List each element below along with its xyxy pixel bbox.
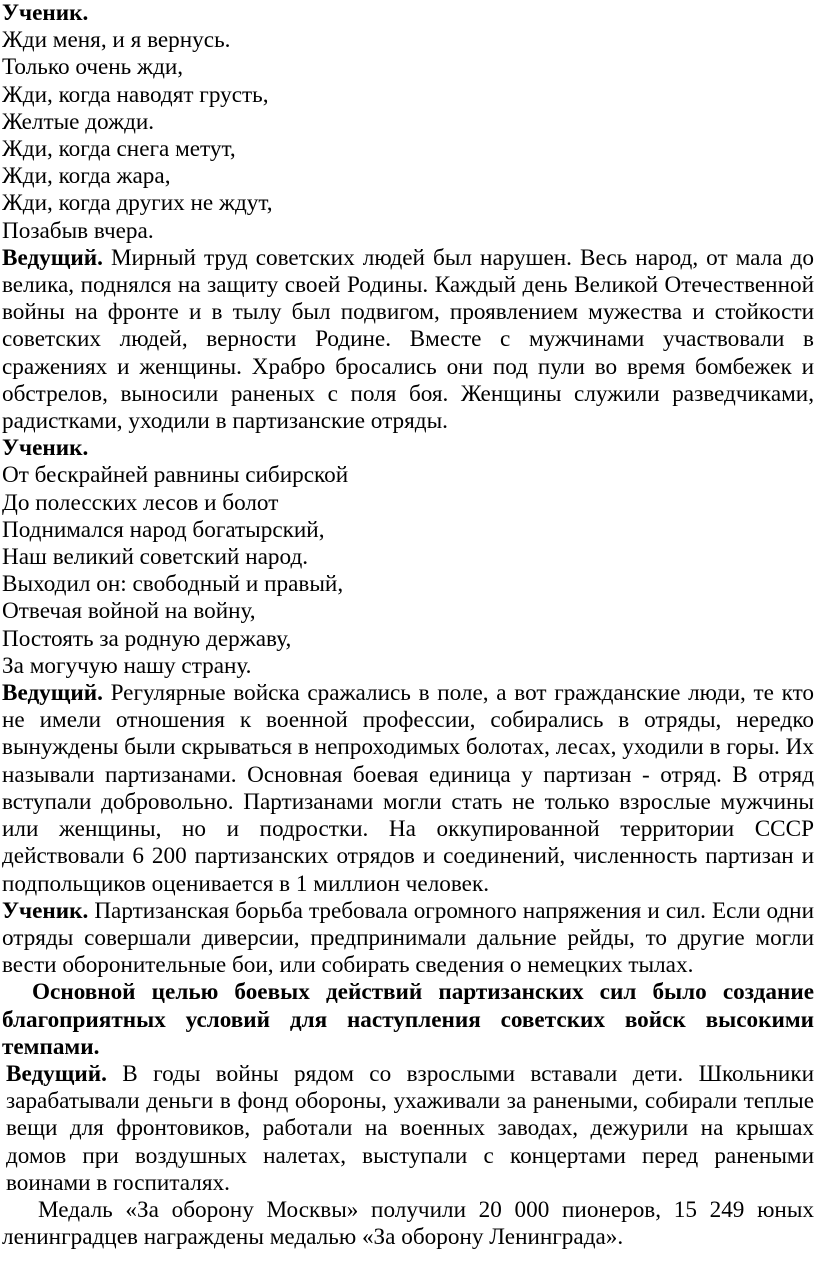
poem-line: Выходил он: свободный и правый,	[2, 571, 344, 598]
poem-line: Желтые дожди.	[2, 108, 155, 135]
poem-line: Жди, когда снега метут,	[2, 136, 236, 163]
speaker-label: Ученик.	[2, 435, 89, 462]
poem-line: Отвечая войной на войну,	[2, 598, 256, 625]
student-paragraph	[2, 898, 814, 980]
paragraph-text: Регулярные войска сражались в поле, а вот гражданские люди, те кто не имели отношения к военной профессии, собирались в отряды, нередко вынуждены были скрываться в непроходимых болотах, лесах, уходили в горы. Их называли партизанами. Основная боевая единица у партизан - отряд. В отряд вступали добровольно. Партизанами могли стать не только взрослые мужчины или женщины, но и подростки. На оккупированной территории СССР действовали 6 200 партизанских отрядов и соединений, численность партизан и подпольщиков оценивается в 1 миллион человек.	[2, 680, 814, 897]
bold-paragraph: Основной целью боевых действий партизанских сил было создание благоприятных условий для наступления советских войск высокими темпами.	[2, 979, 814, 1060]
poem-line: Жди, когда жара,	[2, 163, 171, 190]
poem-line: До полесских лесов и болот	[2, 489, 279, 516]
medal-paragraph: Медаль «За оборону Москвы» получили 20 000 пионеров, 15 249 юных ленинградцев награждены медалью «За оборону Ленинграда».	[2, 1196, 814, 1251]
poem-line: Позабыв вчера.	[2, 217, 154, 244]
host-paragraph	[2, 680, 814, 898]
paragraph-text: Мирный труд советских людей был нарушен. Весь народ, от мала до велика, поднялся на защиту своей Родины. Каждый день Великой Отечественной войны на фронте и в тылу был подвигом, проявлением мужества и стойкости советских людей, верности Родине. Вместе с мужчинами участвовали в сражениях и женщины. Храбро бросались они под пули во время бомбежек и обстрелов, выносили раненых с поля боя. Женщины служили разведчиками, радистками, уходили в партизанские отряды.	[2, 244, 814, 435]
poem-line: Только очень жди,	[2, 54, 184, 81]
poem-stanza	[2, 462, 814, 680]
speaker-label: Ведущий.	[2, 680, 103, 707]
poem-line: Жди меня, и я вернусь.	[2, 27, 231, 54]
speaker-label: Ведущий.	[2, 244, 103, 271]
poem-line: Жди, когда наводят грусть,	[2, 81, 269, 108]
poem-line: Наш великий советский народ.	[2, 544, 309, 571]
poem-stanza	[2, 27, 814, 245]
speaker-label: Ученик.	[2, 0, 89, 26]
poem-line: От бескрайней равнины сибирской	[2, 462, 349, 489]
paragraph-text: Партизанская борьба требовала огромного напряжения и сил. Если одни отряды совершали диверсии, предпринимали дальние рейды, то другие могли вести оборонительные бои, или собирать сведения о немецких тылах.	[2, 897, 814, 979]
poem-line: Поднимался народ богатырский,	[2, 516, 325, 543]
poem-line: За могучую нашу страну.	[2, 652, 252, 679]
speaker-label: Ведущий.	[6, 1060, 107, 1087]
speaker-label: Ученик.	[2, 897, 89, 924]
host-paragraph	[2, 245, 814, 435]
poem-line: Жди, когда других не ждут,	[2, 190, 273, 217]
host-paragraph	[2, 1061, 814, 1197]
poem-line: Постоять за родную державу,	[2, 625, 292, 652]
paragraph-text: В годы войны рядом со взрослыми вставали дети. Школьники зарабатывали деньги в фонд обороны, ухаживали за ранеными, собирали теплые вещи для фронтовиков, работали на военных заводах, дежурили на крышах домов при воздушных налетах, выступали с концертами перед ранеными воинами в госпиталях.	[6, 1060, 814, 1196]
